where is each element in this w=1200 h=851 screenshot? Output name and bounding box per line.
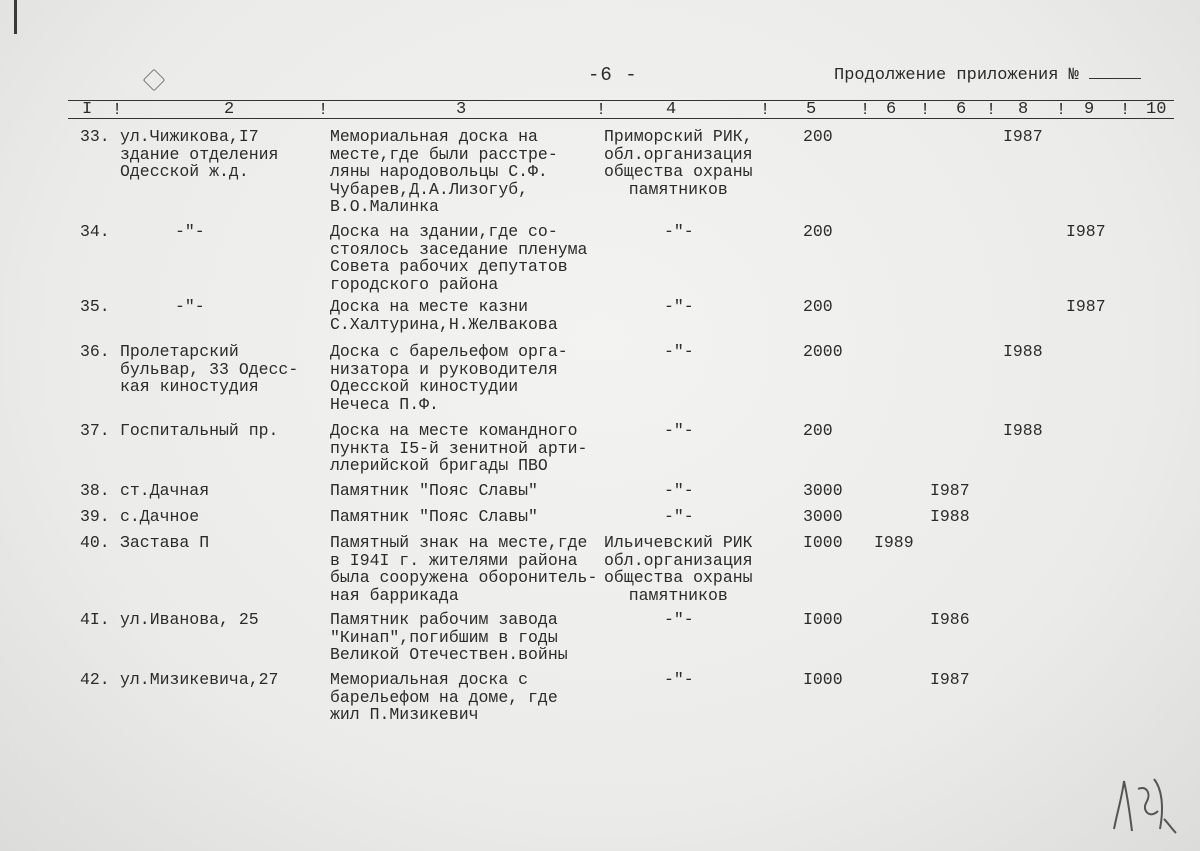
row-number: 39. xyxy=(80,507,110,526)
cost-cell: I000 xyxy=(803,533,843,552)
address-line: бульвар, 33 Одесс- xyxy=(120,359,299,379)
year-col-7: I987 xyxy=(930,481,970,500)
continuation-text: Продолжение приложения № xyxy=(834,66,1079,85)
organization-line: -"- xyxy=(664,610,694,629)
object-line: В.О.Малинка xyxy=(330,197,439,216)
organization-line: -"- xyxy=(664,421,694,440)
address-cell xyxy=(120,482,209,500)
column-number: 4 xyxy=(666,100,677,119)
address-cell xyxy=(175,223,205,241)
object-cell xyxy=(330,611,568,664)
organization-cell xyxy=(664,223,694,241)
object-line: Памятный знак на месте,где xyxy=(330,533,588,552)
page-edge-mark xyxy=(14,0,17,34)
row-number: 35. xyxy=(80,297,110,316)
organization-line: памятников xyxy=(628,585,728,605)
object-line: Мемориальная доска с xyxy=(330,670,529,689)
year-col-9: I987 xyxy=(1066,297,1106,316)
cost-cell: 3000 xyxy=(803,481,843,500)
organization-cell xyxy=(604,128,753,198)
column-number: I xyxy=(82,100,93,119)
year-col-8: I987 xyxy=(1003,127,1043,146)
organization-cell xyxy=(664,671,694,689)
year-col-7: I986 xyxy=(930,610,970,629)
object-cell xyxy=(330,298,558,333)
address-cell xyxy=(120,343,298,396)
object-line: Одесской киностудии xyxy=(330,377,519,396)
row-number: 33. xyxy=(80,127,110,146)
object-line: барельефом на доме, где xyxy=(330,687,558,707)
column-number: 2 xyxy=(224,100,235,119)
organization-line: Ильичевский РИК xyxy=(604,533,753,552)
organization-line: обл.организация xyxy=(604,550,753,570)
address-cell xyxy=(120,508,199,526)
continuation-note xyxy=(834,66,1141,85)
object-line: была сооружена оборонитель- xyxy=(330,568,598,587)
organization-line: Приморский РИК, xyxy=(604,127,753,146)
column-number: 3 xyxy=(456,100,467,119)
row-number: 38. xyxy=(80,481,110,500)
organization-line: -"- xyxy=(664,507,694,526)
organization-cell xyxy=(664,611,694,629)
address-cell xyxy=(120,128,278,181)
cost-cell: 200 xyxy=(803,297,833,316)
address-line: -"- xyxy=(175,222,205,241)
object-line: С.Халтурина,Н.Желвакова xyxy=(330,314,558,334)
address-line: Застава П xyxy=(120,533,210,552)
header-rule-bottom xyxy=(68,118,1174,119)
handwritten-mark xyxy=(1102,759,1182,839)
address-cell xyxy=(120,671,278,689)
row-number: 37. xyxy=(80,421,110,440)
organization-line: памятников xyxy=(628,179,728,199)
year-col-8: I988 xyxy=(1003,421,1043,440)
row-number: 34. xyxy=(80,222,110,241)
object-cell xyxy=(330,482,538,500)
cost-cell: I000 xyxy=(803,610,843,629)
address-line: ул.Иванова, 25 xyxy=(120,610,259,629)
organization-line: -"- xyxy=(664,670,694,689)
object-line: Доска на месте казни xyxy=(330,297,529,316)
address-cell xyxy=(120,611,259,629)
object-cell xyxy=(330,343,568,413)
organization-line: -"- xyxy=(664,481,694,500)
object-line: пункта I5-й зенитной арти- xyxy=(330,438,588,458)
object-line: Доска на здании,где со- xyxy=(330,222,558,241)
object-line: жил П.Мизикевич xyxy=(330,705,479,724)
organization-line: -"- xyxy=(664,222,694,241)
punch-hole-mark xyxy=(143,69,166,92)
address-cell xyxy=(175,298,205,316)
organization-line: общества охраны xyxy=(604,568,753,587)
object-line: низатора и руководителя xyxy=(330,359,558,379)
address-line: -"- xyxy=(175,297,205,316)
object-cell xyxy=(330,223,587,293)
address-line: ул.Мизикевича,27 xyxy=(120,670,279,689)
address-line: Госпитальный пр. xyxy=(120,421,279,440)
object-cell xyxy=(330,534,597,604)
column-number: 10 xyxy=(1146,100,1167,119)
object-line: Мемориальная доска на xyxy=(330,127,538,146)
address-line: Пролетарский xyxy=(120,342,239,361)
organization-cell xyxy=(664,343,694,361)
appendix-number-blank xyxy=(1089,78,1141,79)
column-number: 5 xyxy=(806,100,817,119)
address-line: ул.Чижикова,I7 xyxy=(120,127,259,146)
object-line: в I94I г. жителями района xyxy=(330,550,578,570)
object-cell xyxy=(330,508,538,526)
organization-cell xyxy=(664,298,694,316)
organization-cell xyxy=(664,508,694,526)
row-number: 40. xyxy=(80,533,110,552)
object-line: Памятник рабочим завода xyxy=(330,610,558,629)
address-line: ст.Дачная xyxy=(120,481,210,500)
page-number: -6 - xyxy=(588,64,638,86)
cost-cell: 200 xyxy=(803,222,833,241)
column-number-row: ! ! ! ! ! ! ! ! ! I 2 3 4 5 6 6 8 9 10 xyxy=(82,100,1167,120)
cost-cell: I000 xyxy=(803,670,843,689)
cost-cell: 2000 xyxy=(803,342,843,361)
organization-cell xyxy=(604,534,753,604)
object-line: месте,где были расстре- xyxy=(330,144,558,164)
object-line: Доска на месте командного xyxy=(330,421,578,440)
object-line: ляны народовольцы С.Ф. xyxy=(330,162,548,181)
column-number: 8 xyxy=(1018,100,1029,119)
column-number: 6 xyxy=(956,100,967,119)
row-number: 4I. xyxy=(80,610,110,629)
year-col-7: I988 xyxy=(930,507,970,526)
column-number: 9 xyxy=(1084,100,1095,119)
object-line: Доска с барельефом орга- xyxy=(330,342,568,361)
address-line: с.Дачное xyxy=(120,507,200,526)
object-line: Нечеса П.Ф. xyxy=(330,394,439,414)
organization-cell xyxy=(664,422,694,440)
object-line: Великой Отечествен.войны xyxy=(330,645,568,664)
cost-cell: 200 xyxy=(803,421,833,440)
address-line: здание отделения xyxy=(120,144,279,164)
year-col-8: I988 xyxy=(1003,342,1043,361)
object-line: городского района xyxy=(330,274,499,294)
object-line: ная баррикада xyxy=(330,585,459,605)
address-line: Одесской ж.д. xyxy=(120,162,249,181)
row-number: 42. xyxy=(80,670,110,689)
cost-cell: 3000 xyxy=(803,507,843,526)
object-line: Памятник "Пояс Славы" xyxy=(330,507,538,526)
cost-cell: 200 xyxy=(803,127,833,146)
organization-cell xyxy=(664,482,694,500)
organization-line: общества охраны xyxy=(604,162,753,181)
address-cell xyxy=(120,422,278,440)
organization-line: обл.организация xyxy=(604,144,753,164)
organization-line: -"- xyxy=(664,297,694,316)
organization-line: -"- xyxy=(664,342,694,361)
object-line: Совета рабочих депутатов xyxy=(330,257,568,276)
year-col-6: I989 xyxy=(874,533,914,552)
row-number: 36. xyxy=(80,342,110,361)
object-line: Памятник "Пояс Славы" xyxy=(330,481,538,500)
address-cell xyxy=(120,534,209,552)
address-line: кая киностудия xyxy=(120,377,259,396)
object-line: стоялось заседание пленума xyxy=(330,239,588,259)
object-cell xyxy=(330,128,558,216)
object-line: Чубарев,Д.А.Лизогуб, xyxy=(330,179,529,199)
column-number: 6 xyxy=(886,100,897,119)
object-cell xyxy=(330,422,587,475)
object-cell xyxy=(330,671,558,724)
year-col-9: I987 xyxy=(1066,222,1106,241)
year-col-7: I987 xyxy=(930,670,970,689)
object-line: "Кинап",погибшим в годы xyxy=(330,627,558,647)
object-line: ллерийской бригады ПВО xyxy=(330,456,548,475)
